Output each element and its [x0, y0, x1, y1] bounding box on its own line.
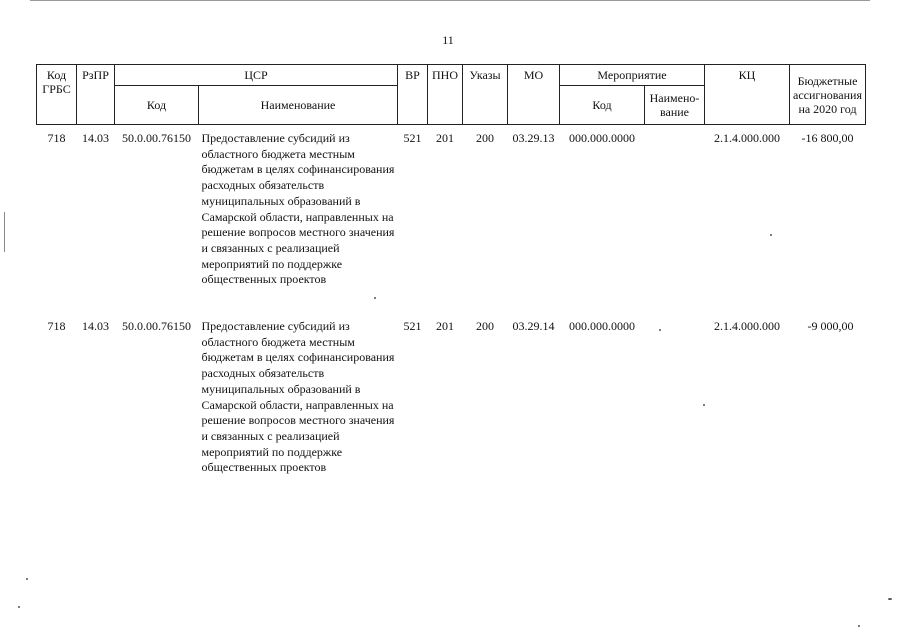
header-event-code: Код [560, 86, 645, 125]
header-kc: КЦ [705, 65, 790, 125]
header-mo: МО [508, 65, 560, 125]
cell-kc: 2.1.4.000.000 [714, 319, 781, 333]
header-vr: ВР [398, 65, 428, 125]
cell-ukazy: 200 [476, 319, 494, 333]
header-event-name: Наимено-вание [645, 86, 705, 125]
cell-amount: -16 800,00 [801, 131, 854, 145]
page-number: 11 [442, 33, 454, 47]
cell-amount: -9 000,00 [807, 319, 854, 333]
header-rzpr: РзПР [77, 65, 115, 125]
cell-event-name [645, 125, 705, 314]
header-csr-name: Наименование [199, 86, 398, 125]
scan-edge-mark [4, 212, 5, 252]
cell-csr-code: 50.0.00.76150 [122, 319, 191, 333]
header-budget: Бюджетные ассигнования на 2020 год [790, 65, 866, 125]
cell-rzpr: 14.03 [82, 319, 109, 333]
cell-event-name [645, 313, 705, 501]
scan-speck [888, 598, 892, 600]
scan-speck [858, 625, 860, 627]
cell-event-code: 000.000.0000 [569, 131, 635, 145]
header-csr: ЦСР [115, 65, 398, 86]
cell-csr-code: 50.0.00.76150 [122, 131, 191, 145]
cell-rzpr: 14.03 [82, 131, 109, 145]
scan-speck [18, 606, 20, 608]
table-header [37, 65, 866, 125]
cell-pno: 201 [436, 319, 454, 333]
table-body [37, 125, 866, 502]
cell-mo: 03.29.13 [512, 131, 555, 145]
cell-vr: 521 [403, 319, 422, 333]
cell-vr: 521 [403, 131, 422, 145]
cell-mo: 03.29.14 [512, 319, 555, 333]
cell-csr-name: Предоставление субсидий из областного бюджета местным бюджетам в целях софинансирования расходных обязательств муниципальных образований в Самарской области, направленных на решение вопросов местного значения и связанных с реализацией мероприятий по поддержке общественных проектов [201, 319, 395, 475]
cell-event-code: 000.000.0000 [569, 319, 635, 333]
cell-ukazy: 200 [476, 131, 494, 145]
cell-grbs: 718 [47, 131, 66, 145]
budget-table [36, 64, 866, 501]
header-csr-code: Код [115, 86, 199, 125]
table-row [37, 125, 866, 314]
header-event: Мероприятие [560, 65, 705, 86]
header-pno: ПНО [428, 65, 463, 125]
table-row [37, 313, 866, 501]
cell-pno: 201 [436, 131, 454, 145]
scan-speck [26, 578, 28, 580]
header-ukazy: Указы [463, 65, 508, 125]
scan-border-line [30, 0, 870, 1]
header-grbs: Код ГРБС [37, 65, 77, 125]
cell-grbs: 718 [47, 319, 66, 333]
cell-csr-name: Предоставление субсидий из областного бюджета местным бюджетам в целях софинансирования расходных обязательств муниципальных образований в Самарской области, направленных на решение вопросов местного значения и связанных с реализацией мероприятий по поддержке общественных проектов [201, 131, 395, 287]
cell-kc: 2.1.4.000.000 [714, 131, 781, 145]
